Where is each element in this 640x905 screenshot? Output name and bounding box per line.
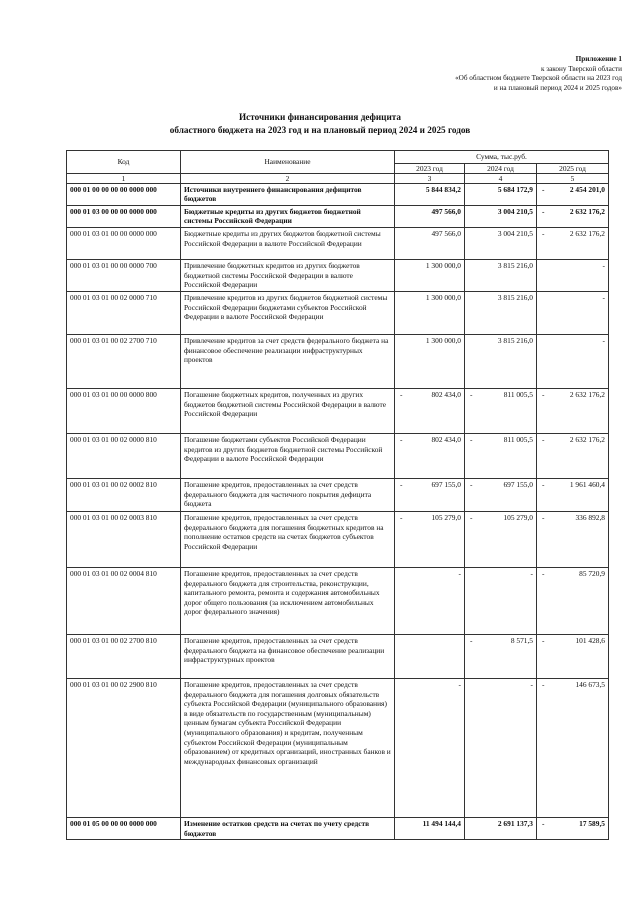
column-number: 1 — [67, 173, 181, 183]
row-code: 000 01 05 00 00 00 0000 000 — [67, 817, 181, 839]
header-year-2025: 2025 год — [537, 163, 609, 173]
negative-sign: - — [542, 479, 545, 489]
negative-sign: - — [542, 512, 545, 522]
document-title-line: областного бюджета на 2023 год и на плановый период 2024 и 2025 годов — [169, 124, 471, 135]
row-value-2023 — [395, 511, 465, 567]
value-amount: 336 892,8 — [575, 512, 605, 522]
value-amount: 497 566,0 — [431, 228, 461, 238]
value-amount: 1 300 000,0 — [425, 335, 461, 345]
row-code: 000 01 00 00 00 00 0000 000 — [67, 183, 181, 205]
table-row — [67, 478, 609, 511]
row-value-2025 — [537, 511, 609, 567]
value-amount: 2 632 176,2 — [569, 206, 605, 216]
value-amount: 802 434,0 — [431, 434, 461, 444]
row-code: 000 01 03 01 00 02 2900 810 — [67, 678, 181, 817]
table-row — [67, 817, 609, 839]
table-row — [67, 291, 609, 334]
row-name: Погашение кредитов, предоставленных за счет средств федерального бюджета для погашения бюджетных кредитов на пополнение остатков средств на счетах бюджетов субъектов Российской Федерации — [181, 511, 395, 567]
row-value-2024 — [465, 478, 537, 511]
appendix-reference — [322, 55, 622, 93]
value-amount: - — [602, 260, 605, 270]
row-code: 000 01 03 01 00 02 2700 710 — [67, 334, 181, 388]
row-name: Бюджетные кредиты из других бюджетов бюджетной системы Российской Федерации — [181, 205, 395, 227]
value-amount: 811 005,5 — [503, 389, 533, 399]
row-code: 000 01 03 01 00 00 0000 800 — [67, 388, 181, 433]
row-value-2024 — [465, 183, 537, 205]
row-code: 000 01 03 01 00 02 2700 810 — [67, 634, 181, 678]
row-value-2023 — [395, 334, 465, 388]
value-amount: 2 632 176,2 — [569, 228, 605, 238]
row-name: Привлечение кредитов за счет средств федерального бюджета на финансовое обеспечение реализации инфраструктурных проектов — [181, 334, 395, 388]
row-value-2025 — [537, 183, 609, 205]
value-amount: 105 279,0 — [503, 512, 533, 522]
row-value-2024 — [465, 678, 537, 817]
row-value-2024 — [465, 388, 537, 433]
row-value-2023 — [395, 567, 465, 634]
row-code: 000 01 03 01 00 02 0000 810 — [67, 433, 181, 478]
negative-sign: - — [400, 512, 403, 522]
row-value-2024 — [465, 511, 537, 567]
table-row — [67, 567, 609, 634]
row-value-2023 — [395, 478, 465, 511]
value-amount: 5 684 172,9 — [497, 184, 533, 194]
value-amount: - — [530, 568, 533, 578]
table-row — [67, 183, 609, 205]
value-amount: 3 004 210,5 — [497, 228, 533, 238]
negative-sign: - — [400, 479, 403, 489]
header-name: Наименование — [181, 151, 395, 174]
negative-sign: - — [542, 635, 545, 645]
value-amount: 105 279,0 — [431, 512, 461, 522]
value-amount: 1 300 000,0 — [425, 260, 461, 270]
row-value-2024 — [465, 205, 537, 227]
row-name: Погашение кредитов, предоставленных за счет средств федерального бюджета для строительства, реконструкции, капитального ремонта, ремонта и содержания автомобильных дорог общего пользования (за исключением автомобильных дорог федерального значения) — [181, 567, 395, 634]
row-value-2025 — [537, 433, 609, 478]
column-number: 5 — [537, 173, 609, 183]
value-amount: 811 005,5 — [503, 434, 533, 444]
row-value-2023 — [395, 817, 465, 839]
row-name: Погашение кредитов, предоставленных за счет средств федерального бюджета для погашения долговых обязательств субъекта Российской Федерации (муниципального образования) в виде обязательств по государственным (муниципальным) ценным бумагам субъекта Российской Федерации (муниципального образования) и кредитам, полученным субъектом Российской Федерации (муниципальным образованием) от кредитных организаций, иностранных банков и международных финансовых организаций — [181, 678, 395, 817]
row-value-2025 — [537, 388, 609, 433]
column-number: 3 — [395, 173, 465, 183]
row-value-2025 — [537, 291, 609, 334]
value-amount: - — [602, 292, 605, 302]
row-value-2025 — [537, 334, 609, 388]
negative-sign: - — [542, 818, 545, 828]
negative-sign: - — [470, 389, 473, 399]
negative-sign: - — [542, 228, 545, 238]
table-body — [67, 183, 609, 840]
financing-sources-table — [66, 150, 609, 840]
document-title — [60, 111, 580, 136]
row-name: Погашение кредитов, предоставленных за счет средств федерального бюджета на финансовое обеспечение реализации инфраструктурных проектов — [181, 634, 395, 678]
row-value-2025 — [537, 817, 609, 839]
appendix-title: Приложение 1 — [575, 55, 622, 63]
value-amount: 17 589,5 — [579, 818, 605, 828]
value-amount: - — [602, 335, 605, 345]
table-row — [67, 334, 609, 388]
row-value-2025 — [537, 227, 609, 259]
row-value-2025 — [537, 478, 609, 511]
negative-sign: - — [542, 568, 545, 578]
table-row — [67, 259, 609, 291]
negative-sign: - — [542, 389, 545, 399]
value-amount: 3 004 210,5 — [497, 206, 533, 216]
row-value-2024 — [465, 227, 537, 259]
value-amount: - — [458, 679, 461, 689]
negative-sign: - — [400, 389, 403, 399]
row-name: Погашение бюджетами субъектов Российской Федерации кредитов из других бюджетов бюджетной системы Российской Федерации в валюте Российской Федерации — [181, 433, 395, 478]
header-year-2023: 2023 год — [395, 163, 465, 173]
row-value-2023 — [395, 634, 465, 678]
negative-sign: - — [470, 635, 473, 645]
value-amount: 697 155,0 — [503, 479, 533, 489]
row-value-2024 — [465, 567, 537, 634]
value-amount: 1 300 000,0 — [425, 292, 461, 302]
value-amount: 2 632 176,2 — [569, 389, 605, 399]
table-row — [67, 678, 609, 817]
value-amount: 2 632 176,2 — [569, 434, 605, 444]
table-row — [67, 205, 609, 227]
negative-sign: - — [470, 512, 473, 522]
negative-sign: - — [470, 434, 473, 444]
header-sum: Сумма, тыс.руб. — [395, 151, 609, 164]
row-name: Погашение кредитов, предоставленных за счет средств федерального бюджета для частичного покрытия дефицита бюджета — [181, 478, 395, 511]
value-amount: 2 691 137,3 — [497, 818, 533, 828]
row-code: 000 01 03 01 00 02 0003 810 — [67, 511, 181, 567]
row-value-2023 — [395, 433, 465, 478]
row-name: Изменение остатков средств на счетах по учету средств бюджетов — [181, 817, 395, 839]
row-name: Бюджетные кредиты из других бюджетов бюджетной системы Российской Федерации в валюте Российской Федерации — [181, 227, 395, 259]
negative-sign: - — [542, 679, 545, 689]
appendix-line: и на плановый период 2024 и 2025 годов» — [493, 83, 622, 92]
row-value-2024 — [465, 634, 537, 678]
value-amount: 1 961 460,4 — [569, 479, 605, 489]
header-code: Код — [67, 151, 181, 174]
row-value-2025 — [537, 678, 609, 817]
negative-sign: - — [470, 479, 473, 489]
row-value-2023 — [395, 227, 465, 259]
row-value-2024 — [465, 291, 537, 334]
value-amount: - — [458, 568, 461, 578]
negative-sign: - — [542, 206, 545, 216]
value-amount: 802 434,0 — [431, 389, 461, 399]
row-value-2024 — [465, 259, 537, 291]
table-row — [67, 634, 609, 678]
row-code: 000 01 03 01 00 02 0002 810 — [67, 478, 181, 511]
row-code: 000 01 03 01 00 02 0000 710 — [67, 291, 181, 334]
document-title-line: Источники финансирования дефицита — [238, 112, 401, 122]
value-amount: - — [530, 679, 533, 689]
row-code: 000 01 03 01 00 00 0000 000 — [67, 227, 181, 259]
value-amount: 497 566,0 — [431, 206, 461, 216]
value-amount: 5 844 834,2 — [425, 184, 461, 194]
value-amount: 85 720,9 — [579, 568, 605, 578]
table-row — [67, 227, 609, 259]
row-value-2025 — [537, 259, 609, 291]
row-name: Привлечение кредитов из других бюджетов бюджетной системы Российской Федерации бюджетами субъектов Российской Федерации в валюте Российской Федерации — [181, 291, 395, 334]
value-amount: 146 673,5 — [575, 679, 605, 689]
table-row — [67, 511, 609, 567]
value-amount: 101 428,6 — [575, 635, 605, 645]
row-value-2024 — [465, 433, 537, 478]
negative-sign: - — [542, 184, 545, 194]
value-amount: 3 815 216,0 — [497, 292, 533, 302]
row-value-2023 — [395, 259, 465, 291]
row-value-2024 — [465, 334, 537, 388]
column-number: 4 — [465, 173, 537, 183]
value-amount: 697 155,0 — [431, 479, 461, 489]
row-code: 000 01 03 01 00 00 0000 700 — [67, 259, 181, 291]
value-amount: 3 815 216,0 — [497, 335, 533, 345]
row-value-2025 — [537, 634, 609, 678]
row-value-2025 — [537, 567, 609, 634]
row-value-2023 — [395, 291, 465, 334]
value-amount: 11 494 144,4 — [422, 818, 461, 828]
row-name: Источники внутреннего финансирования дефицитов бюджетов — [181, 183, 395, 205]
value-amount: 8 571,5 — [510, 635, 533, 645]
row-code: 000 01 03 00 00 00 0000 000 — [67, 205, 181, 227]
appendix-line: к закону Тверской области — [540, 64, 622, 73]
row-value-2023 — [395, 205, 465, 227]
row-name: Привлечение бюджетных кредитов из других бюджетов бюджетной системы Российской Федерации в валюте Российской Федерации — [181, 259, 395, 291]
negative-sign: - — [400, 434, 403, 444]
column-number: 2 — [181, 173, 395, 183]
row-value-2023 — [395, 388, 465, 433]
negative-sign: - — [542, 434, 545, 444]
row-code: 000 01 03 01 00 02 0004 810 — [67, 567, 181, 634]
row-value-2023 — [395, 183, 465, 205]
table-row — [67, 433, 609, 478]
row-value-2024 — [465, 817, 537, 839]
header-year-2024: 2024 год — [465, 163, 537, 173]
row-value-2025 — [537, 205, 609, 227]
row-value-2023 — [395, 678, 465, 817]
row-name: Погашение бюджетных кредитов, полученных из других бюджетов бюджетной системы Российской Федерации в валюте Российской Федерации — [181, 388, 395, 433]
value-amount: 3 815 216,0 — [497, 260, 533, 270]
appendix-line: «Об областном бюджете Тверской области на 2023 год — [455, 74, 622, 83]
table-row — [67, 388, 609, 433]
value-amount: 2 454 201,0 — [569, 184, 605, 194]
